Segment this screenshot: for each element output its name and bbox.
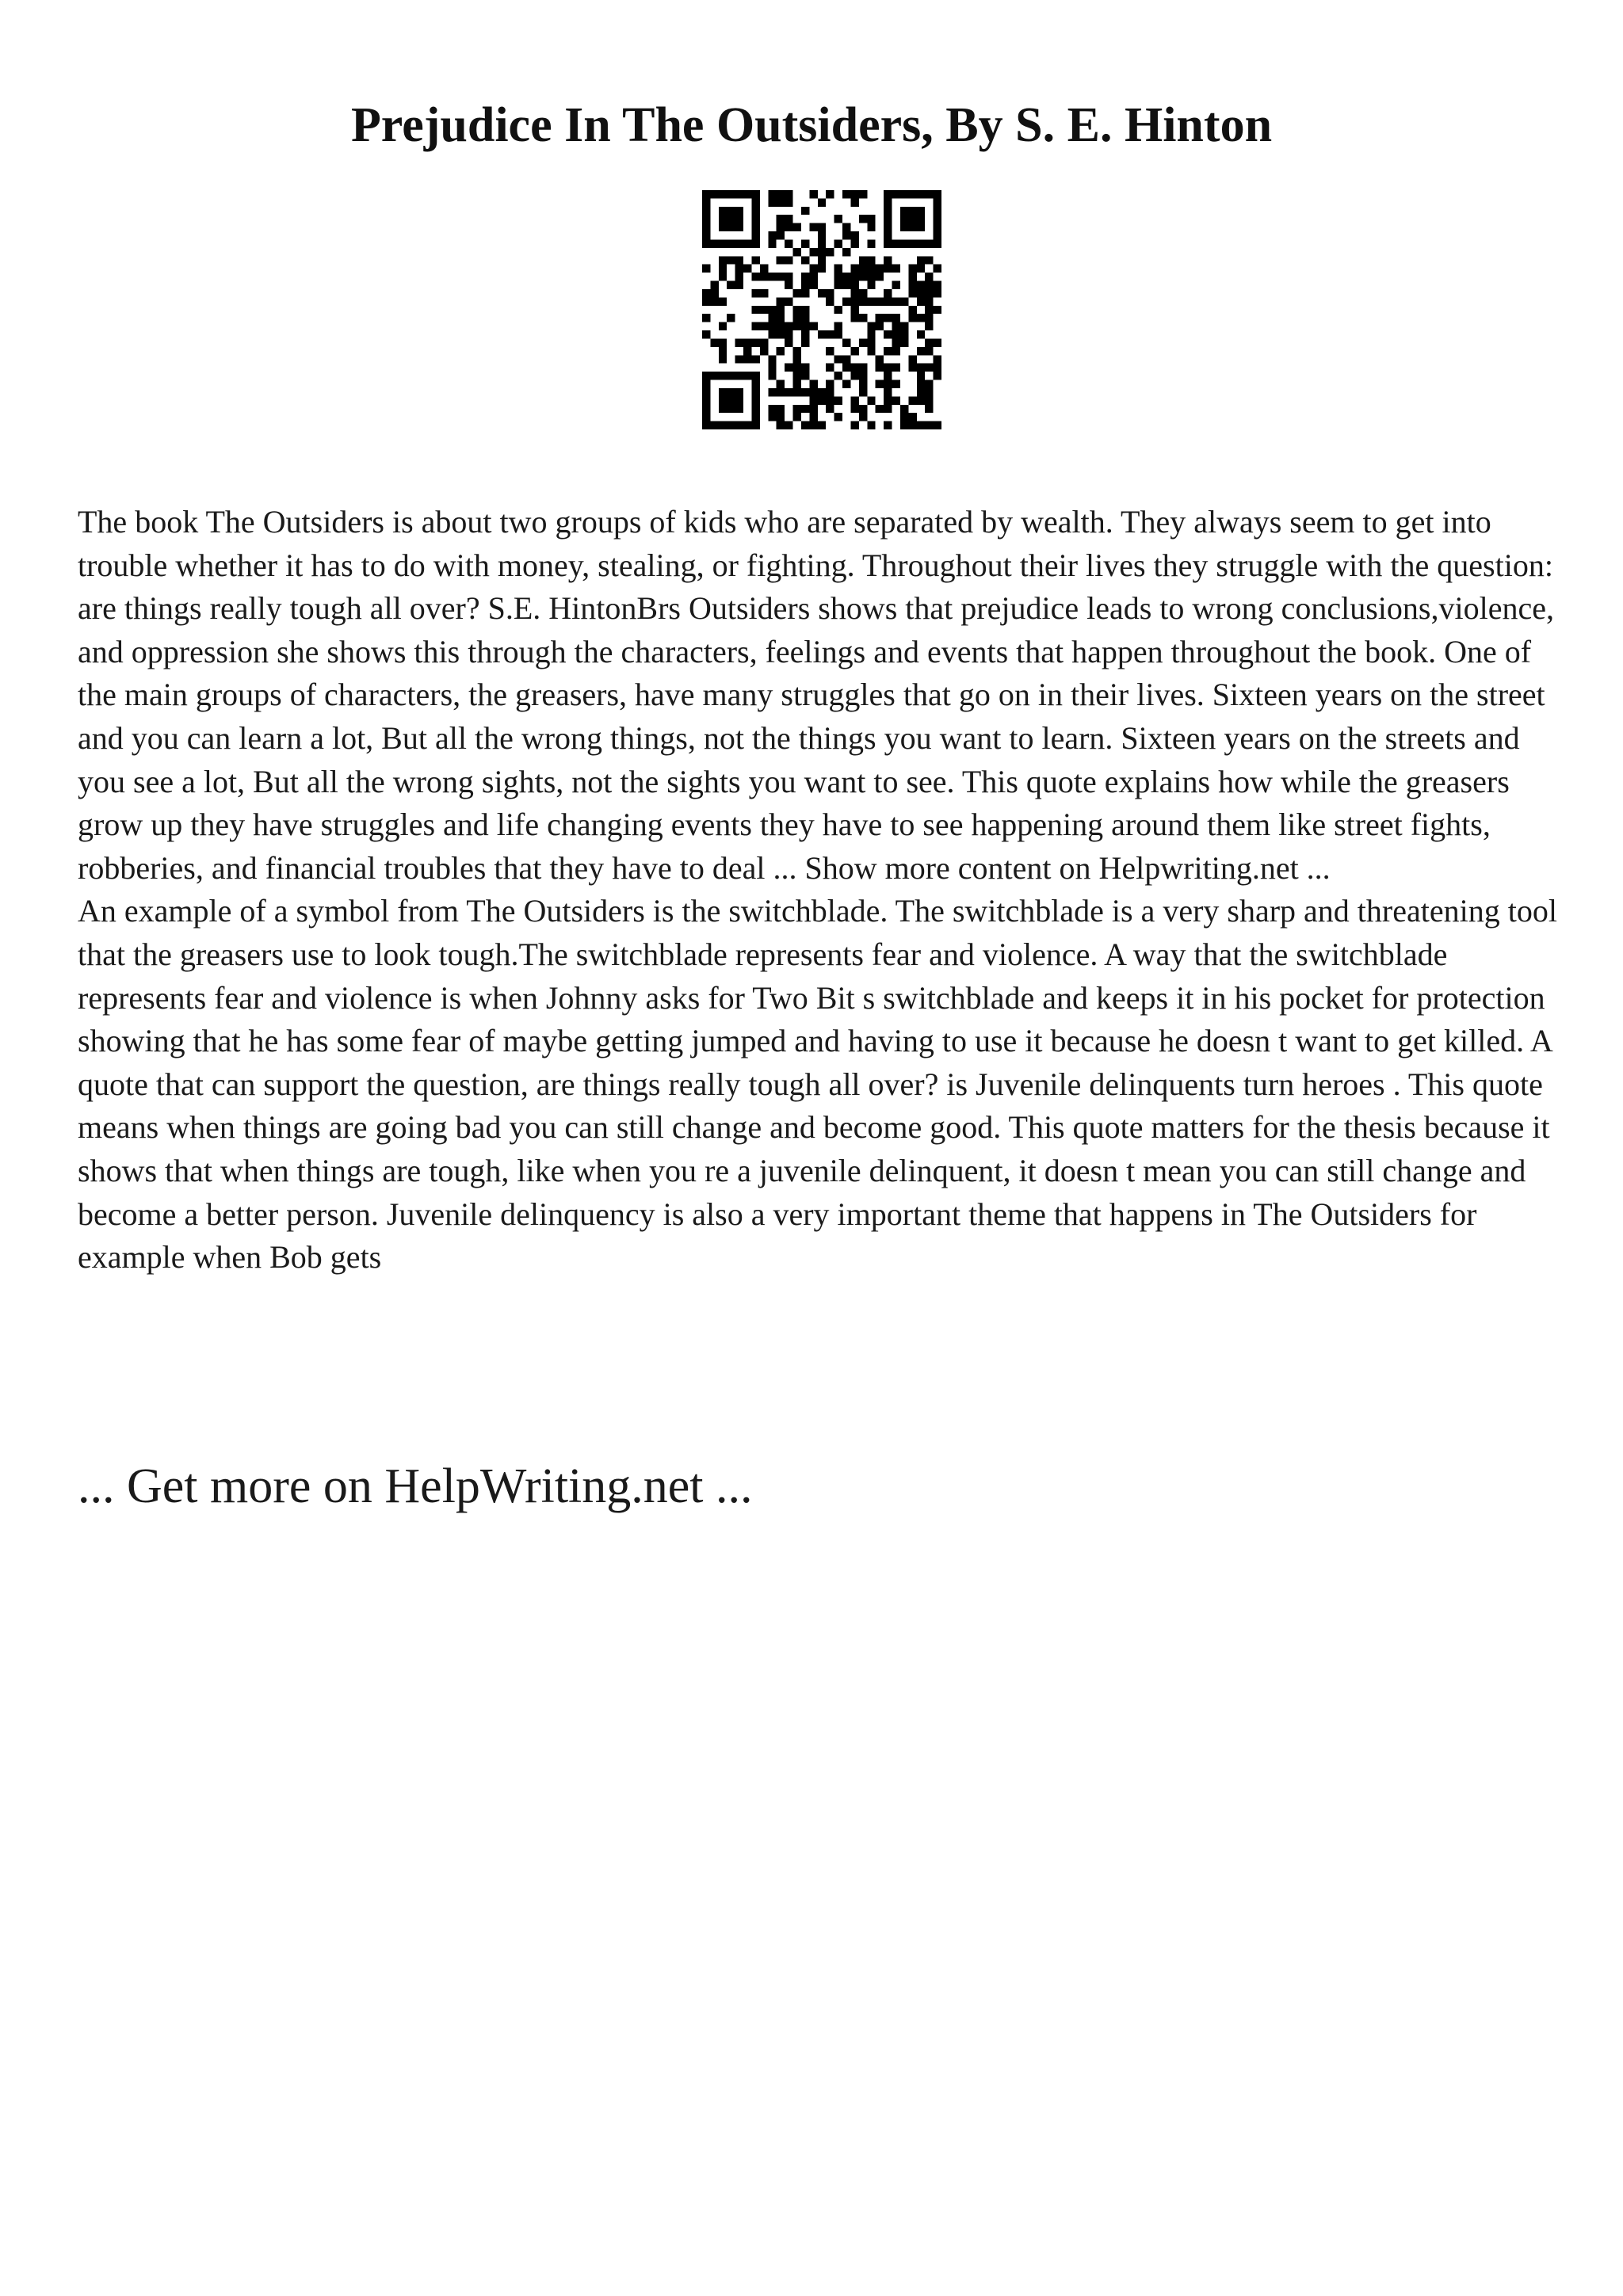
body-paragraph-2: An example of a symbol from The Outsiders is the switchblade. The switchblade is a very sharp and threatening tool that the greasers use to look tough.The switchblade represents fear and violence. A way that the switchblade represents fear and violence is when Johnny asks for Two Bit s switchblade and keeps it in his pocket for protection showing that he has some fear of maybe getting jumped and having to use it because he doesn t want to get killed. A quote that can support the question, are things really tough all over? is Juvenile delinquents turn heroes . This quote means when things are going bad you can still change and become good. This quote matters for the thesis because it shows that when things are tough, like when you re a juvenile delinquent, it doesn t mean you can still change and become a better person. Juvenile delinquency is also a very important theme that happens in The Outsiders for example when Bob gets: [78, 893, 1557, 1276]
document-title: Prejudice In The Outsiders, By S. E. Hinton: [350, 98, 1273, 152]
body-paragraph-1: The book The Outsiders is about two groups of kids who are separated by wealth. They always seem to get into trouble whether it has to do with money, stealing, or fighting. Throughout their lives they struggle with the question: are things really tough all over? S.E. HintonBrs Outsiders shows that prejudice leads to wrong conclusions,violence, and oppression she shows this through the characters, feelings and events that happen throughout the book. One of the main groups of characters, the greasers, have many struggles that go on in their lives. Sixteen years on the street and you can learn a lot, But all the wrong things, not the things you want to learn. Sixteen years on the streets and you see a lot, But all the wrong sights, not the sights you want to see. This quote explains how while the greasers grow up they have struggles and life changing events they have to see happening around them like street fights, robberies, and financial troubles that they have to deal ... Show more content on Helpwriting.net ...: [78, 504, 1554, 886]
qr-code-icon: [702, 190, 941, 429]
document-body: [78, 501, 1568, 1280]
get-more-link[interactable]: ... Get more on HelpWriting.net ...: [78, 1459, 753, 1513]
